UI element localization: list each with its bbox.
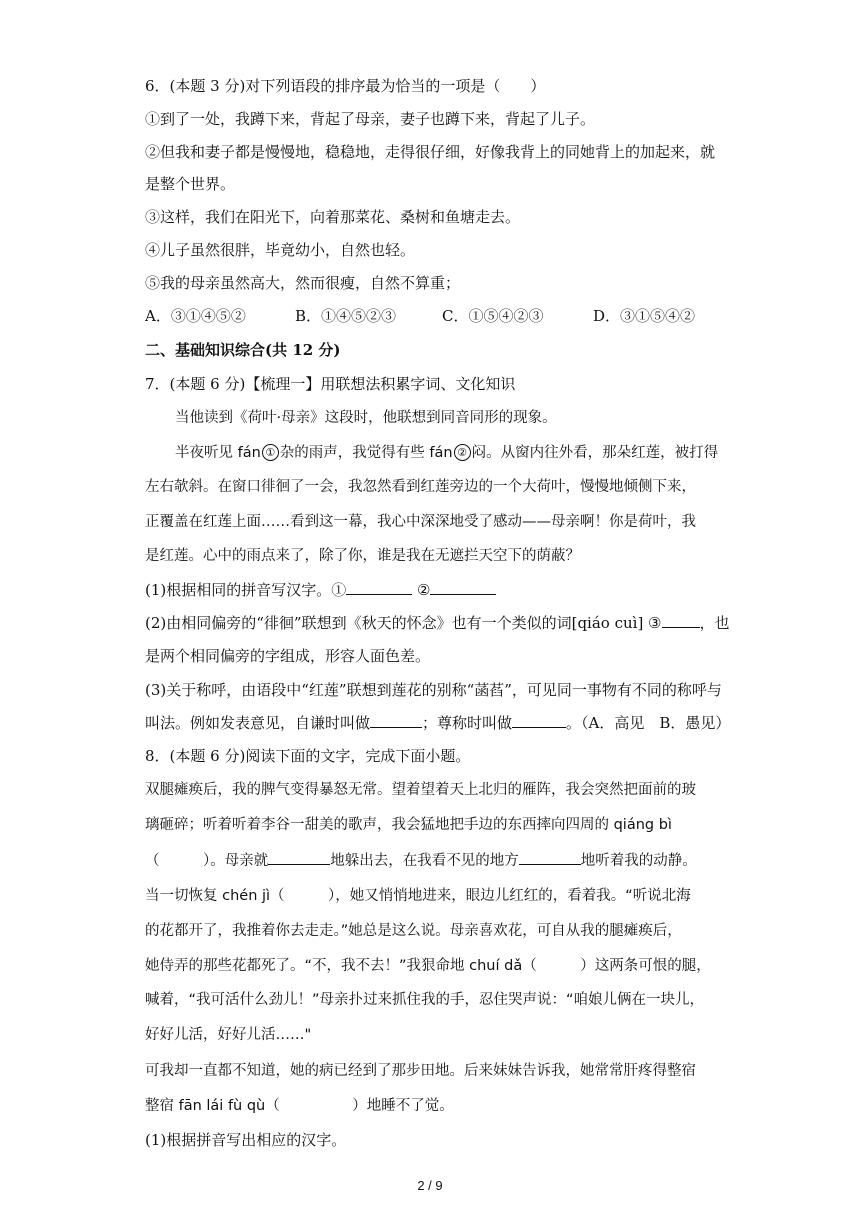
q7-passage-1-mid: 杂的雨声，我觉得有些 fán <box>279 445 453 461</box>
answer-blank-4[interactable] <box>370 713 422 728</box>
q7-sub-3b-text-2: ；尊称时叫做 <box>422 714 513 732</box>
q7-intro: 当他读到《荷叶·母亲》这段时，他联想到同音同形的现象。 <box>175 410 557 426</box>
q6-options <box>145 306 695 326</box>
q8-passage-line-6: 她侍弄的那些花都死了。“不，我不去！”我狠命地 chuí dǎ（ ）这两条可恨的腿， <box>145 958 711 974</box>
q7-passage-line-1 <box>175 443 718 463</box>
q8-passage-line-5: 的花都开了，我推着你去走走。”她总是这么说。母亲喜欢花，可自从我的腿瘫痪后， <box>145 923 682 939</box>
q6-sentence-1: ①到了一处，我蹲下来，背起了母亲，妻子也蹲下来，背起了儿子。 <box>145 110 596 128</box>
q7-sub-2b: 是两个相同偏旁的字组成，形容人面色差。 <box>145 647 431 665</box>
q8-passage-line-10: 整宿 fān lái fù qù（ ）地睡不了觉。 <box>145 1098 454 1114</box>
q6-sentence-3: ③这样，我们在阳光下，向着那菜花、桑树和鱼塘走去。 <box>145 208 521 226</box>
q8-passage-line-4: 当一切恢复 chén jì（ ），她又悄悄地进来，眼边儿红红的，看着我。“听说北海 <box>145 888 691 904</box>
q6-option-d: D．③①⑤④② <box>593 307 696 325</box>
answer-blank-3[interactable] <box>662 613 700 628</box>
q6-sentence-4: ④儿子虽然很胖，毕竟幼小，自然也轻。 <box>145 241 416 259</box>
q8-passage-line-1: 双腿瘫痪后，我的脾气变得暴怒无常。望着望着天上北归的雁阵，我会突然把面前的玻 <box>145 782 696 798</box>
q8-passage-line-2: 璃砸碎；听着听着李谷一甜美的歌声，我会猛地把手边的东西摔向四周的 qiáng bì <box>145 817 672 833</box>
q6-option-b: B．①④⑤②③ <box>295 307 397 325</box>
q8-line-3-a: （ ）。母亲就 <box>145 853 269 869</box>
q7-passage-line-3: 正覆盖在红莲上面……看到这一幕，我心中深深地受了感动——母亲啊！你是荷叶，我 <box>145 514 696 530</box>
q6-option-a: A．③①④⑤② <box>145 307 246 325</box>
q8-passage-line-8: 好好儿活，好好儿活……" <box>145 1027 312 1043</box>
answer-blank-7[interactable] <box>519 850 581 865</box>
page-number: 2 / 9 <box>417 1178 443 1193</box>
q7-sub-2a <box>145 613 730 633</box>
q8-passage-line-7: 喊着，“我可活什么劲儿！”母亲扑过来抓住我的手，忍住哭声说：“咱娘儿俩在一块儿， <box>145 992 705 1008</box>
q7-passage-line-2: 左右欹斜。在窗口徘徊了一会，我忽然看到红莲旁边的一个大荷叶，慢慢地倾侧下来， <box>145 479 696 495</box>
q7-passage-1-post: 闷。从窗内往外看，那朵红莲，被打得 <box>471 445 719 461</box>
q6-sentence-5: ⑤我的母亲虽然高大，然而很瘦，自然不算重； <box>145 274 461 292</box>
q7-sub-2a-end: ，也 <box>699 614 730 632</box>
q7-sub-1-text: (1)根据相同的拼音写汉字。① <box>145 581 347 599</box>
section-2-heading: 二、基础知识综合(共 12 分) <box>145 341 341 359</box>
q6-sentence-2b: 是整个世界。 <box>145 175 236 193</box>
answer-blank-6[interactable] <box>268 850 330 865</box>
q8-line-3-b: 地躲出去，在我看不见的地方 <box>330 853 519 869</box>
q6-option-c: C．①⑤④②③ <box>442 307 544 325</box>
q6-stem: 6．(本题 3 分)对下列语段的排序最为恰当的一项是（ ） <box>145 77 546 95</box>
q7-sub-3b <box>145 713 730 733</box>
q8-stem: 8．(本题 6 分)阅读下面的文字，完成下面小题。 <box>145 747 471 765</box>
q7-sub-3b-text-3: 。（A．高见 B．愚见） <box>566 714 731 732</box>
q7-sub-1 <box>145 580 496 600</box>
answer-blank-5[interactable] <box>512 713 566 728</box>
q7-passage-1-pre: 半夜听见 fán <box>175 445 261 461</box>
q7-sub-2a-text: (2)由相同偏旁的“徘徊”联想到《秋天的怀念》也有一个类似的词[qiáo cuì] ③ <box>145 614 662 632</box>
q7-passage-line-4: 是红莲。心中的雨点来了，除了你，谁是我在无遮拦天空下的荫蔽？ <box>145 548 580 564</box>
q8-line-3-c: 地听着我的动静。 <box>580 853 697 869</box>
q7-sub-1-mid: ② <box>412 581 431 599</box>
q8-passage-line-9: 可我却一直都不知道，她的病已经到了那步田地。后来妹妹告诉我，她常常肝疼得整宿 <box>145 1063 696 1079</box>
q8-passage-line-3 <box>145 850 697 871</box>
blank-marker-2: ② <box>454 444 471 461</box>
answer-blank-2[interactable] <box>430 580 496 595</box>
answer-blank-1[interactable] <box>346 580 412 595</box>
q7-sub-3a: (3)关于称呼，由语段中“红莲”联想到莲花的别称“菡萏”，可见同一事物有不同的称呼与 <box>145 681 722 699</box>
blank-marker-1: ① <box>262 444 279 461</box>
q6-sentence-2a: ②但我和妻子都是慢慢地，稳稳地，走得很仔细，好像我背上的同她背上的加起来，就 <box>145 143 716 161</box>
q7-sub-3b-text-1: 叫法。例如发表意见，自谦时叫做 <box>145 714 371 732</box>
q8-sub-1: (1)根据拼音写出相应的汉字。 <box>145 1131 347 1149</box>
q7-stem: 7．(本题 6 分)【梳理一】用联想法积累字词、文化知识 <box>145 375 516 393</box>
